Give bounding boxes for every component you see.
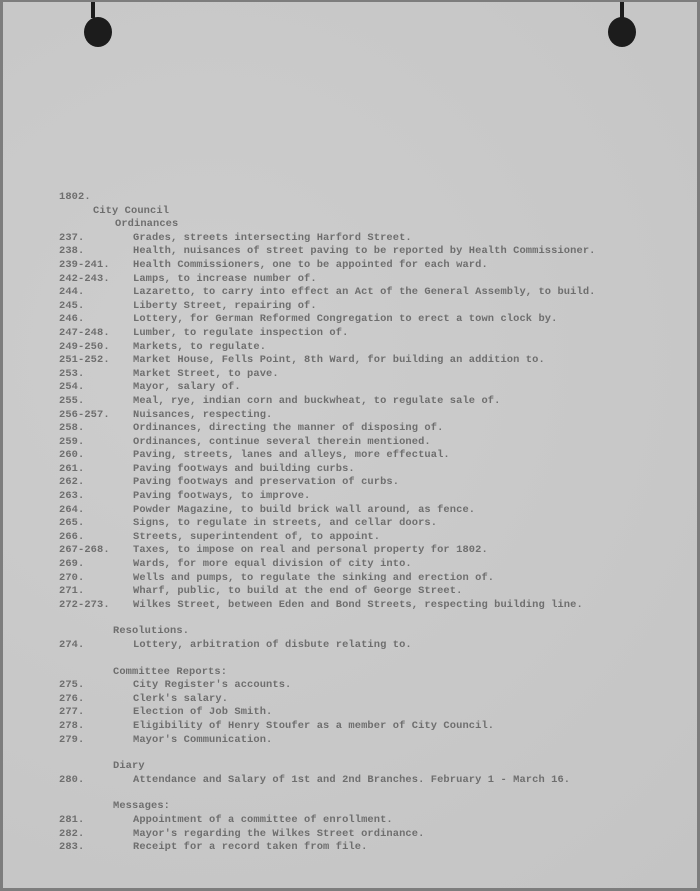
list-item (59, 599, 679, 613)
list-item (59, 814, 679, 828)
item-number: 247-248. (59, 326, 110, 339)
section-heading-ordinances: Ordinances (115, 218, 179, 231)
item-number: 269. (59, 558, 85, 571)
item-text: Mayor, salary of. (133, 381, 241, 394)
item-text: Paving, streets, lanes and alleys, more effectual. (133, 449, 450, 462)
item-text: Attendance and Salary of 1st and 2nd Branches. February 1 - March 16. (133, 773, 571, 786)
item-number: 272-273. (59, 598, 110, 611)
messages-list (59, 814, 679, 855)
item-text: Powder Magazine, to build brick wall around, as fence. (133, 503, 476, 516)
list-item (59, 558, 679, 572)
list-item (59, 544, 679, 558)
list-item (59, 639, 679, 653)
item-text: Lottery, for German Reformed Congregation to erect a town clock by. (133, 313, 558, 326)
item-text: Paving footways and building curbs. (133, 462, 355, 475)
item-number: 283. (59, 841, 85, 854)
item-number: 254. (59, 381, 85, 394)
list-item (59, 841, 679, 855)
item-number: 261. (59, 462, 85, 475)
list-item (59, 828, 679, 842)
list-item (59, 572, 679, 586)
item-number: 249-250. (59, 340, 110, 353)
item-number: 263. (59, 490, 85, 503)
list-item (59, 490, 679, 504)
punch-hole-left (84, 17, 112, 47)
item-number: 276. (59, 692, 85, 705)
item-number: 275. (59, 679, 85, 692)
list-item (59, 706, 679, 720)
punch-hole-stem (91, 2, 95, 18)
item-number: 237. (59, 231, 85, 244)
ordinances-list (59, 232, 679, 613)
list-item (59, 286, 679, 300)
list-item (59, 476, 679, 490)
item-text: Meal, rye, indian corn and buckwheat, to regulate sale of. (133, 394, 501, 407)
item-text: Wilkes Street, between Eden and Bond Streets, respecting building line. (133, 598, 583, 611)
list-item (59, 395, 679, 409)
list-item (59, 381, 679, 395)
item-number: 251-252. (59, 354, 110, 367)
item-number: 255. (59, 394, 85, 407)
list-item (59, 245, 679, 259)
diary-list (59, 774, 679, 788)
section-heading-messages: Messages: (113, 800, 171, 813)
list-item (59, 531, 679, 545)
list-item (59, 720, 679, 734)
item-number: 271. (59, 585, 85, 598)
item-number: 267-268. (59, 544, 110, 557)
item-text: Clerk's salary. (133, 692, 229, 705)
item-text: Health, nuisances of street paving to be reported by Health Commissioner. (133, 245, 596, 258)
item-number: 278. (59, 719, 85, 732)
section-heading-resolutions: Resolutions. (113, 625, 190, 638)
punch-hole-right (608, 17, 636, 47)
item-text: Wards, for more equal division of city into. (133, 558, 412, 571)
list-item (59, 463, 679, 477)
item-number: 246. (59, 313, 85, 326)
item-number: 266. (59, 530, 85, 543)
list-item (59, 436, 679, 450)
year-heading: 1802. (59, 191, 91, 203)
item-text: Health Commissioners, one to be appointed for each ward. (133, 258, 488, 271)
item-text: Streets, superintendent of, to appoint. (133, 530, 381, 543)
item-text: Eligibility of Henry Stoufer as a member of City Council. (133, 719, 495, 732)
item-number: 238. (59, 245, 85, 258)
item-text: Paving footways and preservation of curbs. (133, 476, 400, 489)
item-text: Mayor's Communication. (133, 733, 273, 746)
item-text: Wharf, public, to build at the end of George Street. (133, 585, 463, 598)
item-text: Wells and pumps, to regulate the sinking and erection of. (133, 571, 495, 584)
item-text: Liberty Street, repairing of. (133, 299, 317, 312)
item-number: 270. (59, 571, 85, 584)
list-item (59, 734, 679, 748)
item-text: Paving footways, to improve. (133, 490, 311, 503)
list-item (59, 327, 679, 341)
list-item (59, 300, 679, 314)
list-item (59, 368, 679, 382)
item-number: 244. (59, 286, 85, 299)
list-item (59, 354, 679, 368)
item-text: Lumber, to regulate inspection of. (133, 326, 349, 339)
item-number: 262. (59, 476, 85, 489)
item-number: 274. (59, 639, 85, 651)
item-number: 245. (59, 299, 85, 312)
item-number: 280. (59, 773, 85, 786)
item-text: Lamps, to increase number of. (133, 272, 317, 285)
item-number: 279. (59, 733, 85, 746)
list-item (59, 774, 679, 788)
list-item (59, 504, 679, 518)
item-number: 265. (59, 517, 85, 530)
item-number: 256-257. (59, 408, 110, 421)
resolutions-list (59, 639, 679, 653)
list-item (59, 313, 679, 327)
list-item (59, 409, 679, 423)
item-text: Receipt for a record taken from file. (133, 841, 368, 854)
document-page (3, 2, 697, 888)
item-number: 282. (59, 827, 85, 840)
item-text: Market Street, to pave. (133, 367, 279, 380)
item-text: City Register's accounts. (133, 679, 292, 692)
item-number: 253. (59, 367, 85, 380)
item-text: Ordinances, continue several therein mentioned. (133, 435, 431, 448)
list-item (59, 341, 679, 355)
item-text: Market House, Fells Point, 8th Ward, for building an addition to. (133, 354, 545, 367)
item-number: 259. (59, 435, 85, 448)
item-text: Nuisances, respecting. (133, 408, 273, 421)
committee-reports-list (59, 679, 679, 747)
item-text: Taxes, to impose on real and personal property for 1802. (133, 544, 488, 557)
item-text: Lazaretto, to carry into effect an Act of the General Assembly, to build. (133, 286, 596, 299)
item-text: Grades, streets intersecting Harford Street. (133, 231, 412, 244)
item-number: 260. (59, 449, 85, 462)
item-number: 242-243. (59, 272, 110, 285)
list-item (59, 232, 679, 246)
list-item (59, 693, 679, 707)
document-content (59, 191, 679, 855)
list-item (59, 585, 679, 599)
item-text: Election of Job Smith. (133, 706, 273, 719)
item-text: Signs, to regulate in streets, and cellar doors. (133, 517, 438, 530)
item-number: 281. (59, 813, 85, 826)
list-item (59, 517, 679, 531)
item-text: Ordinances, directing the manner of disposing of. (133, 422, 444, 435)
list-item (59, 679, 679, 693)
section-heading-committee-reports: Committee Reports: (113, 665, 228, 678)
list-item (59, 273, 679, 287)
section-heading-diary: Diary (113, 760, 145, 773)
item-text: Appointment of a committee of enrollment. (133, 813, 393, 826)
item-text: Mayor's regarding the Wilkes Street ordinance. (133, 827, 425, 840)
item-number: 264. (59, 503, 85, 516)
list-item (59, 449, 679, 463)
item-text: Markets, to regulate. (133, 340, 267, 353)
item-number: 239-241. (59, 258, 110, 271)
item-number: 258. (59, 422, 85, 435)
list-item (59, 259, 679, 273)
body-heading: City Council (93, 204, 170, 217)
item-number: 277. (59, 706, 85, 719)
list-item (59, 422, 679, 436)
item-text: Lottery, arbitration of disbute relating to. (133, 639, 412, 651)
